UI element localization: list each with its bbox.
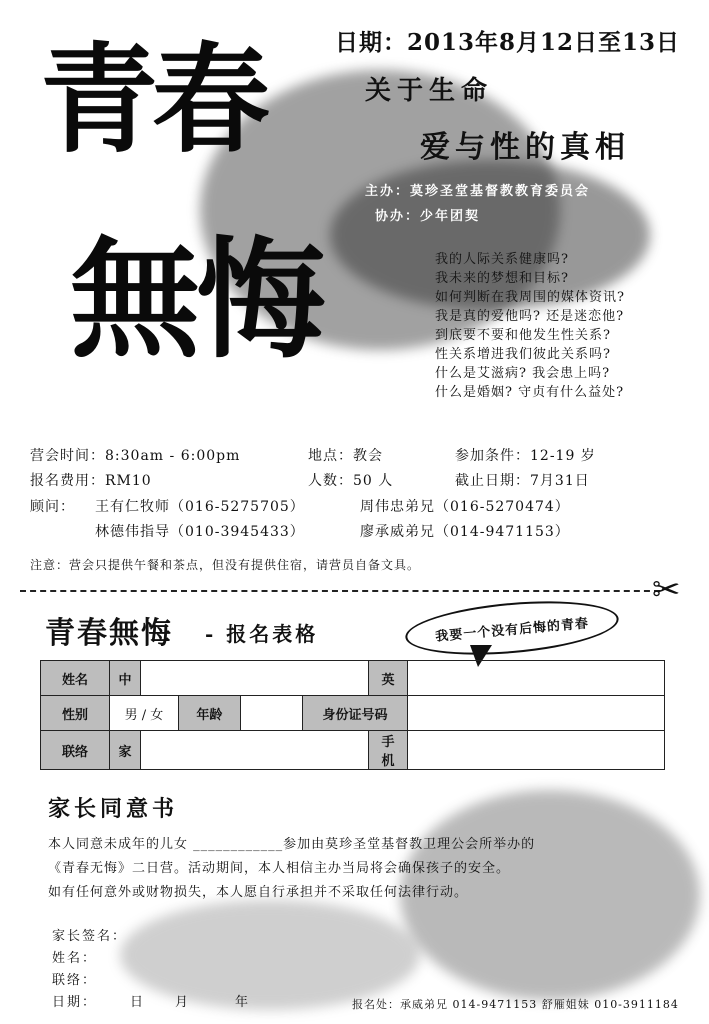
advisor-item: 周伟忠弟兄（016-5270474）	[360, 499, 570, 515]
question-item: 性关系增进我们彼此关系吗?	[435, 347, 611, 362]
form-title: 青春無悔	[45, 616, 173, 651]
id-label: 身份证号码	[302, 696, 407, 731]
mobile-field[interactable]	[408, 731, 665, 770]
advisor-item: 廖承威弟兄（014-9471153）	[360, 524, 570, 540]
camp-time: 营会时间：8:30am - 6:00pm	[30, 448, 241, 464]
venue: 地点：教会	[308, 448, 383, 464]
speech-bubble	[403, 594, 621, 662]
chinese-name-field[interactable]	[141, 661, 369, 696]
question-item: 我的人际关系健康吗?	[435, 252, 569, 267]
age-requirement: 参加条件：12-19 岁	[455, 448, 596, 464]
question-list	[435, 250, 705, 402]
cohost-text: 协办：少年团契	[375, 209, 481, 224]
date-units: 日 月 年	[130, 995, 251, 1010]
consent-line-2: 《青春无悔》二日营。活动期间，本人相信主办当局将会确保孩子的安全。	[48, 861, 511, 876]
scissors-icon: ✂	[652, 570, 681, 610]
advisor-label: 顾问：	[30, 499, 75, 515]
home-phone-field[interactable]	[141, 731, 369, 770]
chinese-name-label: 中	[110, 661, 141, 696]
english-name-field[interactable]	[408, 661, 665, 696]
table-row	[41, 731, 665, 770]
gender-label: 性别	[41, 696, 110, 731]
consent-heading: 家长同意书	[48, 796, 179, 822]
english-name-label: 英	[369, 661, 408, 696]
parent-name-label[interactable]: 姓名：	[52, 951, 98, 966]
form-subtitle: - 报名表格	[205, 622, 319, 646]
question-item: 到底要不要和他发生性关系?	[435, 328, 611, 343]
home-phone-label: 家	[110, 731, 141, 770]
consent-line-1: 本人同意未成年的儿女 ____________参加由莫珍圣堂基督教卫理公会所举办的	[48, 837, 536, 852]
cut-line	[20, 590, 660, 592]
topic-line-2: 爱与性的真相	[420, 130, 630, 165]
contact-label: 联络	[41, 731, 110, 770]
registration-table	[40, 660, 665, 770]
brand-line-2: 無悔	[70, 223, 323, 376]
date-label[interactable]: 日期：	[52, 995, 98, 1010]
table-row	[41, 661, 665, 696]
topic-line-1: 关于生命	[365, 76, 494, 106]
gender-field[interactable]: 男 / 女	[110, 696, 179, 731]
question-item: 如何判断在我周围的媒体资讯?	[435, 290, 625, 305]
fee: 报名费用：RM10	[30, 473, 152, 489]
age-label: 年龄	[178, 696, 240, 731]
question-item: 我是真的爱他吗? 还是迷恋他?	[435, 309, 625, 324]
parent-signature-label[interactable]: 家长签名：	[52, 929, 128, 944]
brand-line-1: 青春	[40, 30, 265, 169]
consent-line-3: 如有任何意外或财物损失，本人愿自行承担并不采取任何法律行动。	[48, 885, 469, 900]
event-date: 日期：2013年8月12日至13日	[335, 29, 681, 56]
table-row	[41, 696, 665, 731]
advisor-item: 林德伟指导（010-3945433）	[95, 524, 305, 540]
host-text: 主办：莫珍圣堂基督教教育委员会	[365, 184, 591, 199]
parent-contact-label[interactable]: 联络：	[52, 973, 98, 988]
deadline: 截止日期：7月31日	[455, 473, 590, 489]
question-item: 什么是婚姻? 守贞有什么益处?	[435, 385, 625, 400]
question-item: 什么是艾滋病? 我会患上吗?	[435, 366, 611, 381]
mobile-label: 手机	[369, 731, 408, 770]
name-label: 姓名	[41, 661, 110, 696]
notice: 注意：营会只提供午餐和茶点，但没有提供住宿，请营员自备文具。	[30, 558, 421, 572]
capacity: 人数：50 人	[308, 473, 394, 489]
id-field[interactable]	[408, 696, 665, 731]
bubble-text: 我要一个没有后悔的青春	[434, 615, 590, 645]
advisor-item: 王有仁牧师（016-5275705）	[95, 499, 305, 515]
question-item: 我未来的梦想和目标?	[435, 271, 569, 286]
registration-contact: 报名处：承威弟兄 014-9471153 舒雁姐妹 010-3911184	[352, 998, 679, 1011]
age-field[interactable]	[240, 696, 302, 731]
